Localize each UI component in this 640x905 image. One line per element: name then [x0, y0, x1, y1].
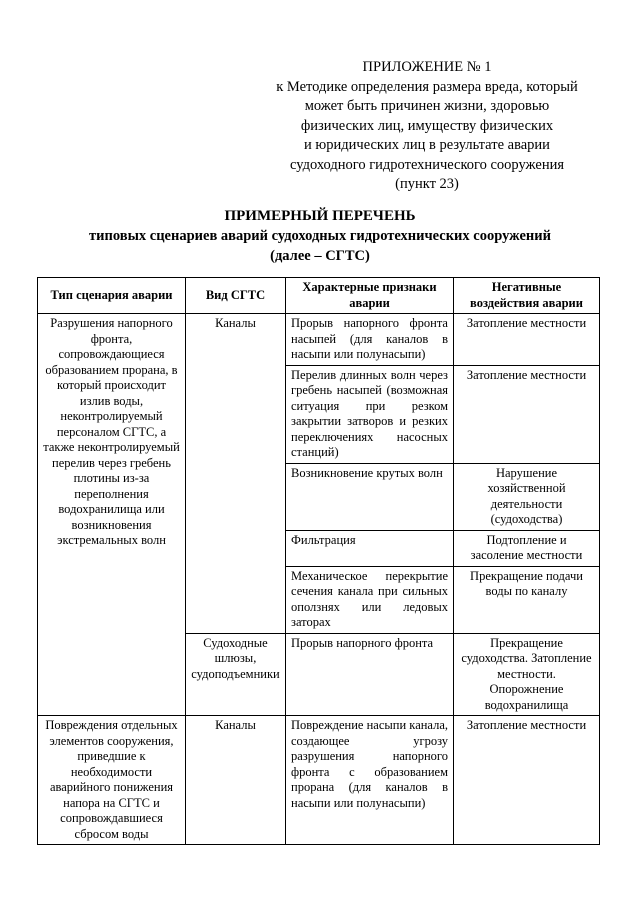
scenario-cell: Разрушения напорного фронта, сопровождающиеся образованием прорана, в который происходит излив воды, неконтролируемый персоналом СГТС, а также неконтролируемый перелив через гребень плотины из-за переполнения водохранилища или возникновения экстремальных волн [38, 314, 186, 716]
appendix-block [262, 58, 592, 195]
sign-cell: Повреждение насыпи канала, создающее угрозу разрушения напорного фронта с образованием прорана (для каналов в насыпи или полунасыпи) [286, 716, 454, 845]
sign-cell: Фильтрация [286, 530, 454, 566]
appendix-line: и юридических лиц в результате аварии [304, 137, 550, 153]
sgts-type-cell: Каналы [186, 716, 286, 845]
effect-cell: Прекращение судоходства. Затопление местности. Опорожнение водохранилища [454, 633, 600, 716]
document-heading [30, 206, 610, 266]
table-header-row [38, 278, 600, 314]
sign-cell: Возникновение крутых волн [286, 463, 454, 530]
effect-cell: Нарушение хозяйственной деятельности (судоходства) [454, 463, 600, 530]
appendix-line: к Методике определения размера вреда, который [276, 78, 578, 95]
effect-cell: Затопление местности [454, 365, 600, 463]
effect-cell: Прекращение подачи воды по каналу [454, 566, 600, 633]
appendix-line: может быть причинен жизни, здоровью [304, 98, 550, 114]
effect-cell: Затопление местности [454, 314, 600, 366]
document-subtitle-abbr: (далее – СГТС) [270, 248, 370, 264]
document-subtitle: типовых сценариев аварий судоходных гидротехнических сооружений [89, 228, 551, 244]
sign-cell: Механическое перекрытие сечения канала при сильных оползнях или ледовых заторах [286, 566, 454, 633]
table-row [38, 314, 600, 366]
effect-cell: Затопление местности [454, 716, 600, 845]
document-title: ПРИМЕРНЫЙ ПЕРЕЧЕНЬ [224, 208, 416, 224]
sign-cell: Перелив длинных волн через гребень насыпей (возможная ситуация при резком закрытии затворов и резких переключениях насосных станций) [286, 365, 454, 463]
scenario-cell: Повреждения отдельных элементов сооружения, приведшие к необходимости аварийного понижения напора на СГТС и сопровождавшиеся сбросом воды [38, 716, 186, 845]
appendix-title: ПРИЛОЖЕНИЕ № 1 [362, 59, 492, 75]
sgts-type-cell: Судоходные шлюзы, судоподъемники [186, 633, 286, 716]
scenario-table [37, 277, 600, 845]
header-sgts-type: Вид СГТС [186, 278, 286, 314]
header-effects: Негативные воздействия аварии [454, 278, 600, 314]
table-row [38, 716, 600, 845]
header-scenario-type: Тип сценария аварии [38, 278, 186, 314]
appendix-line: (пункт 23) [395, 176, 459, 192]
appendix-line: физических лиц, имуществу физических [300, 117, 554, 134]
sign-cell: Прорыв напорного фронта [286, 633, 454, 716]
sgts-type-cell: Каналы [186, 314, 286, 634]
appendix-line: судоходного гидротехнического сооружения [289, 156, 565, 173]
header-signs: Характерные признаки аварии [286, 278, 454, 314]
effect-cell: Подтопление и засоление местности [454, 530, 600, 566]
sign-cell: Прорыв напорного фронта насыпей (для каналов в насыпи или полунасыпи) [286, 314, 454, 366]
